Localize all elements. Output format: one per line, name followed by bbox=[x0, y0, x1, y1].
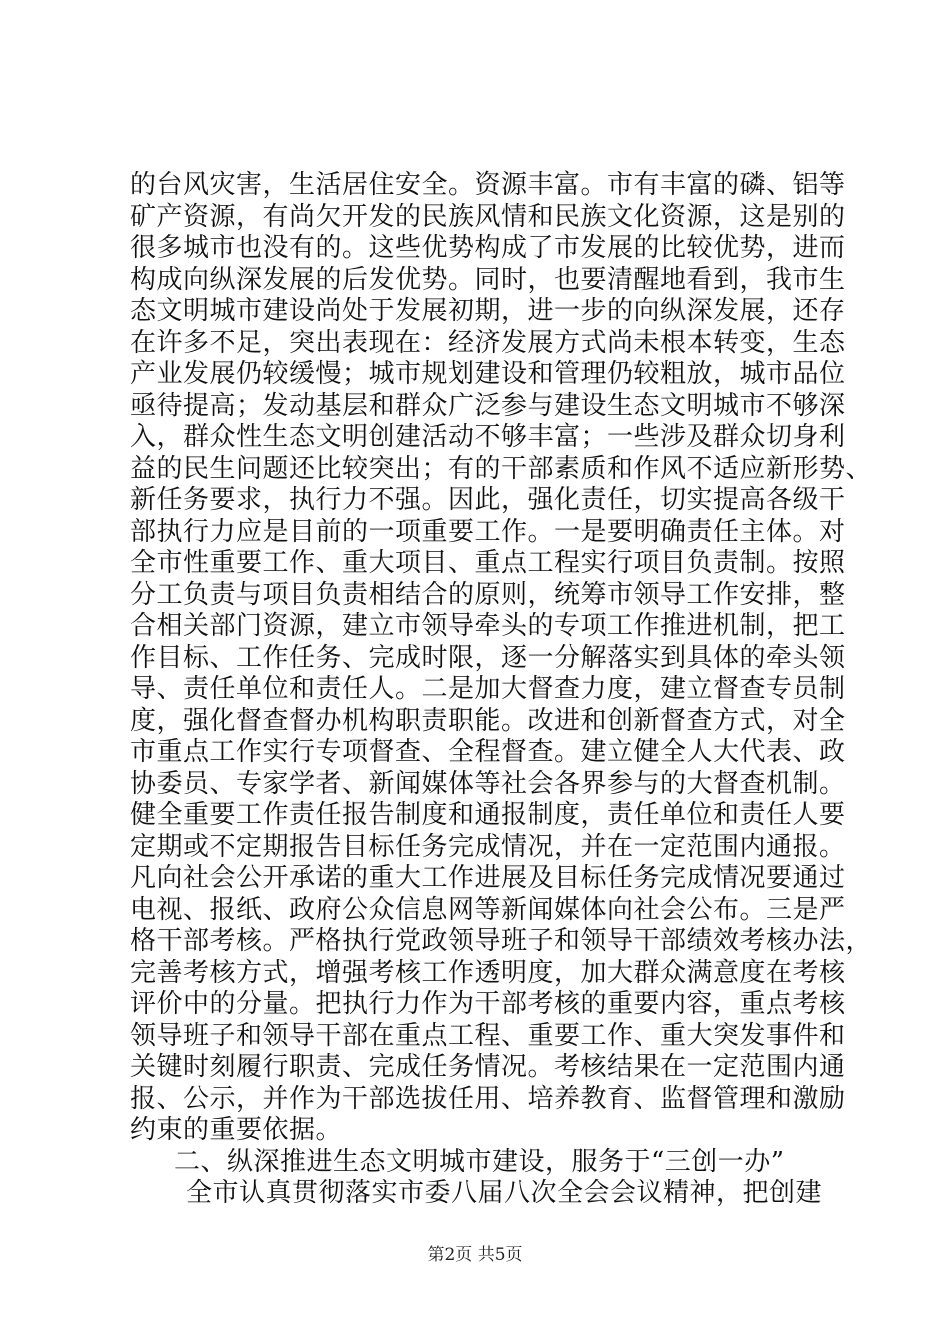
paragraph-line: 益的民生问题还比较突出；有的干部素质和作风不适应新形势、 bbox=[130, 453, 873, 484]
page-footer bbox=[0, 1244, 950, 1266]
paragraph-line: 分工负责与项目负责相结合的原则，统筹市领导工作安排，整 bbox=[130, 579, 846, 610]
paragraph-line: 全市认真贯彻落实市委八届八次全会会议精神，把创建 bbox=[186, 1178, 823, 1208]
paragraph-line: 亟待提高；发动基层和群众广泛参与建设生态文明城市不够深 bbox=[130, 390, 846, 421]
paragraph-line: 导、责任单位和责任人。二是加大督查力度，建立督查专员制 bbox=[130, 674, 846, 704]
paragraph-line: 完善考核方式，增强考核工作透明度，加大群众满意度在考核 bbox=[130, 957, 846, 988]
paragraph-line: 新任务要求，执行力不强。因此，强化责任，切实提高各级干 bbox=[130, 485, 846, 515]
paragraph-line: 协委员、专家学者、新闻媒体等社会各界参与的大督查机制。 bbox=[130, 768, 846, 799]
paragraph-line: 的台风灾害，生活居住安全。资源丰富。市有丰富的磷、铝等 bbox=[130, 170, 846, 200]
paragraph-line: 评价中的分量。把执行力作为干部考核的重要内容，重点考核 bbox=[130, 989, 846, 1019]
paragraph-line: 入，群众性生态文明创建活动不够丰富；一些涉及群众切身利 bbox=[130, 422, 846, 452]
paragraph-line: 格干部考核。严格执行党政领导班子和领导干部绩效考核办法， bbox=[130, 926, 873, 956]
paragraph-line: 关键时刻履行职责、完成任务情况。考核结果在一定范围内通 bbox=[130, 1052, 846, 1082]
paragraph-line: 产业发展仍较缓慢；城市规划建设和管理仍较粗放，城市品位 bbox=[130, 359, 846, 389]
paragraph-line: 度，强化督查督办机构职责职能。改进和创新督查方式，对全 bbox=[130, 705, 846, 736]
paragraph-line: 矿产资源，有尚欠开发的民族风情和民族文化资源，这是别的 bbox=[130, 201, 846, 232]
paragraph-line: 报、公示，并作为干部选拔任用、培养教育、监督管理和激励 bbox=[130, 1083, 846, 1114]
document-body bbox=[130, 170, 873, 1210]
paragraph-line: 很多城市也没有的。这些优势构成了市发展的比较优势，进而 bbox=[130, 233, 846, 263]
paragraph-line: 约束的重要依据。 bbox=[130, 1115, 343, 1145]
paragraph-line: 在许多不足，突出表现在：经济发展方式尚未根本转变，生态 bbox=[130, 327, 846, 358]
paragraph-line: 电视、报纸、政府公众信息网等新闻媒体向社会公布。三是严 bbox=[130, 894, 846, 925]
paragraph-line: 作目标、工作任务、完成时限，逐一分解落实到具体的牵头领 bbox=[130, 642, 846, 673]
paragraph-line: 健全重要工作责任报告制度和通报制度，责任单位和责任人要 bbox=[130, 800, 846, 830]
paragraph-line: 全市性重要工作、重大项目、重点工程实行项目负责制。按照 bbox=[130, 548, 846, 578]
paragraph-line: 凡向社会公开承诺的重大工作进展及目标任务完成情况要通过 bbox=[130, 863, 846, 893]
paragraph-line: 定期或不定期报告目标任务完成情况，并在一定范围内通报。 bbox=[130, 831, 846, 862]
paragraph-line: 市重点工作实行专项督查、全程督查。建立健全人大代表、政 bbox=[130, 737, 846, 767]
paragraph-line: 部执行力应是目前的一项重要工作。一是要明确责任主体。对 bbox=[130, 516, 846, 547]
paragraph-line: 合相关部门资源，建立市领导牵头的专项工作推进机制，把工 bbox=[130, 611, 846, 641]
paragraph-line: 构成向纵深发展的后发优势。同时，也要清醒地看到，我市生 bbox=[130, 264, 846, 295]
paragraph-line: 态文明城市建设尚处于发展初期，进一步的向纵深发展，还存 bbox=[130, 296, 846, 326]
page-number-label: 第2页 共5页 bbox=[427, 1245, 523, 1265]
section-heading: 二、纵深推进生态文明城市建设，服务于“三创一办” bbox=[174, 1146, 785, 1177]
paragraph-line: 领导班子和领导干部在重点工程、重要工作、重大突发事件和 bbox=[130, 1020, 846, 1051]
